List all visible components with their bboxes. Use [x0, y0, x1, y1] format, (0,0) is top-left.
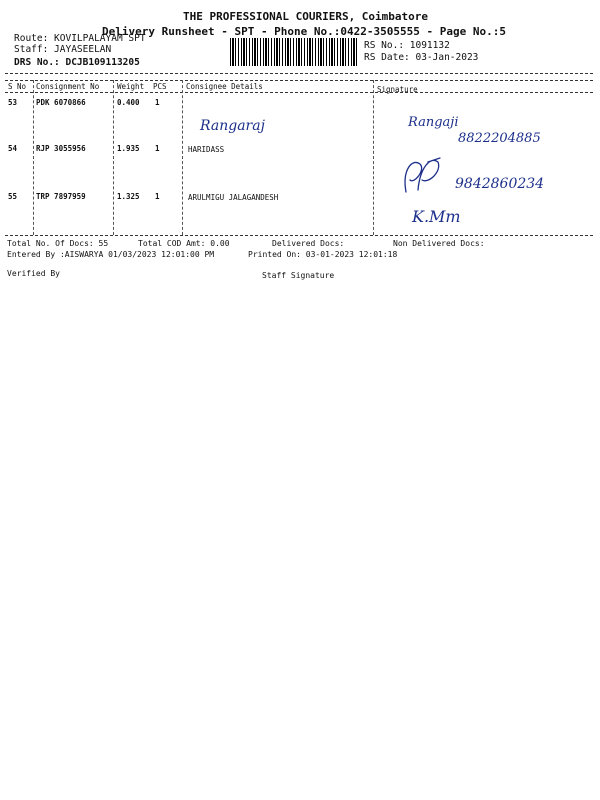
- row-pcs: 1: [155, 98, 160, 107]
- total-docs: Total No. Of Docs: 55: [7, 239, 109, 248]
- column-divider: [182, 80, 183, 235]
- handwritten-signature: [410, 200, 520, 235]
- svg-text:Rangaji: Rangaji: [408, 115, 459, 130]
- divider: [5, 235, 593, 236]
- barcode: [230, 38, 358, 66]
- svg-text:9842860234: 9842860234: [455, 176, 545, 192]
- runsheet-subtitle: Delivery Runsheet - SPT - Phone No.:0422-3505555 - Page No.:5: [102, 25, 506, 38]
- staff-label: Staff: JAYASEELAN: [14, 44, 112, 55]
- divider: [5, 80, 593, 81]
- col-header-consignment: Consignment No: [36, 82, 100, 91]
- column-divider: [113, 80, 114, 235]
- row-weight: 1.935: [117, 144, 140, 153]
- column-divider: [33, 80, 34, 235]
- row-weight: 0.400: [117, 98, 140, 107]
- row-pcs: 1: [155, 144, 160, 153]
- divider: [5, 92, 593, 93]
- row-consignment: TRP 7897959: [36, 192, 86, 201]
- row-pcs: 1: [155, 192, 160, 201]
- staff-signature-label: Staff Signature: [262, 271, 335, 280]
- svg-text:K.Mm: K.Mm: [412, 207, 461, 226]
- printed-on: Printed On: 03-01-2023 12:01:18: [248, 250, 398, 259]
- row-sno: 55: [8, 192, 18, 201]
- column-divider: [373, 80, 374, 235]
- total-cod: Total COD Amt: 0.00: [138, 239, 230, 248]
- route-label: Route: KOVILPALAYAM SPT: [14, 33, 146, 44]
- handwritten-signature: [400, 150, 580, 200]
- row-consignment: PDK 6070866: [36, 98, 86, 107]
- row-consignment: RJP 3055956: [36, 144, 86, 153]
- divider: [5, 73, 593, 74]
- row-weight: 1.325: [117, 192, 140, 201]
- col-header-pcs: PCS: [153, 82, 167, 91]
- row-consignee: ARULMIGU JALAGANDESH: [188, 193, 279, 202]
- company-title: THE PROFESSIONAL COURIERS, Coimbatore: [183, 10, 429, 23]
- verified-by: Verified By: [7, 269, 60, 278]
- col-header-consignee: Consignee Details: [186, 82, 263, 91]
- row-sno: 54: [8, 144, 18, 153]
- delivered-docs: Delivered Docs:: [272, 239, 345, 248]
- handwritten-consignee-name: [200, 112, 310, 142]
- entered-by: Entered By :AISWARYA 01/03/2023 12:01:00 PM: [7, 250, 215, 259]
- svg-text:8822204885: 8822204885: [458, 131, 541, 146]
- rs-date: RS Date: 03-Jan-2023: [364, 52, 479, 63]
- row-sno: 53: [8, 98, 18, 107]
- row-consignee: HARIDASS: [188, 145, 225, 154]
- handwritten-signature: [408, 112, 588, 152]
- non-delivered-docs: Non Delivered Docs:: [393, 239, 485, 248]
- col-header-signature: Signature: [377, 85, 418, 94]
- drs-number: DRS No.: DCJB109113205: [14, 57, 140, 68]
- svg-text:Rangaraj: Rangaraj: [200, 118, 265, 134]
- rs-number: RS No.: 1091132: [364, 40, 450, 51]
- col-header-weight: Weight: [117, 82, 145, 91]
- col-header-sno: S No: [8, 82, 27, 91]
